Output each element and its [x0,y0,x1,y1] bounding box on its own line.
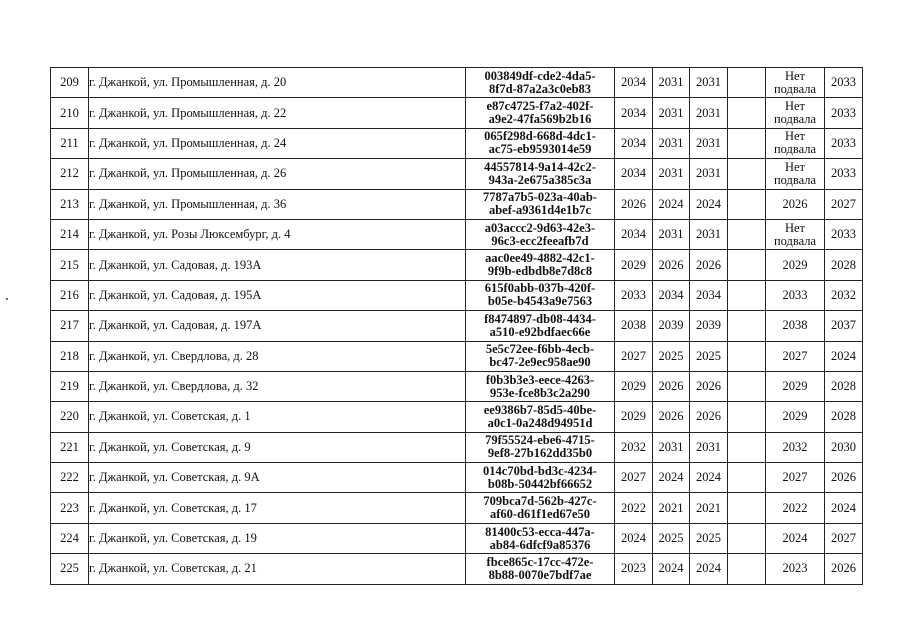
year-cell-4 [728,250,766,280]
basement-year-cell: 2032 [766,432,825,462]
year-cell-1: 2027 [615,341,653,371]
year-cell-3: 2021 [690,493,728,523]
year-cell-3: 2039 [690,311,728,341]
address-cell: г. Джанкой, ул. Промышленная, д. 20 [89,68,466,98]
table-row [51,371,863,401]
year-cell-2: 2026 [653,402,690,432]
year-cell-3: 2031 [690,159,728,189]
scan-artifact-dot [6,298,8,300]
address-cell: г. Джанкой, ул. Садовая, д. 197А [89,311,466,341]
basement-year-cell: Нет подвала [766,159,825,189]
address-cell: г. Джанкой, ул. Садовая, д. 193А [89,250,466,280]
object-id-line-1: 81400c53-ecca-447a- [485,524,595,539]
object-id-line-2: a510-e92bdfaec66e [489,324,591,339]
row-number-cell: 220 [51,402,89,432]
object-id-line-1: f8474897-db08-4434- [484,311,596,326]
object-id-cell [466,189,615,219]
object-id-cell [466,219,615,249]
year-cell-3: 2024 [690,463,728,493]
object-id-line-2: abef-a9361d4e1b7c [488,203,592,218]
basement-year-cell: 2038 [766,311,825,341]
year-cell-3: 2024 [690,189,728,219]
year-cell-6: 2026 [825,463,863,493]
year-cell-2: 2031 [653,159,690,189]
year-cell-4 [728,523,766,553]
year-cell-2: 2034 [653,280,690,310]
year-cell-2: 2024 [653,189,690,219]
year-cell-1: 2024 [615,523,653,553]
year-cell-1: 2029 [615,402,653,432]
housing-registry-table [50,67,863,585]
year-cell-2: 2025 [653,341,690,371]
table-row [51,554,863,584]
year-cell-4 [728,554,766,584]
row-number-cell: 223 [51,493,89,523]
year-cell-3: 2026 [690,371,728,401]
row-number-cell: 218 [51,341,89,371]
year-cell-2: 2024 [653,554,690,584]
table-row [51,250,863,280]
year-cell-6: 2037 [825,311,863,341]
basement-year-cell: 2027 [766,341,825,371]
object-id-line-1: e87c4725-f7a2-402f- [486,99,594,114]
object-id-line-2: bc47-2e9ec958ae90 [489,355,591,370]
year-cell-2: 2031 [653,432,690,462]
address-cell: г. Джанкой, ул. Свердлова, д. 28 [89,341,466,371]
table-row [51,280,863,310]
object-id-line-1: aac0ee49-4882-42c1- [485,251,595,266]
address-cell: г. Джанкой, ул. Советская, д. 1 [89,402,466,432]
year-cell-1: 2033 [615,280,653,310]
table-row [51,128,863,158]
year-cell-1: 2038 [615,311,653,341]
object-id-line-2: b08b-50442bf66652 [487,476,593,491]
row-number-cell: 212 [51,159,89,189]
object-id-line-1: 5e5c72ee-f6bb-4ecb- [485,342,595,357]
object-id-line-1: 065f298d-668d-4dc1- [484,129,596,144]
table-row [51,432,863,462]
year-cell-1: 2022 [615,493,653,523]
row-number-cell: 215 [51,250,89,280]
year-cell-4 [728,128,766,158]
year-cell-1: 2034 [615,159,653,189]
year-cell-6: 2033 [825,219,863,249]
year-cell-6: 2024 [825,341,863,371]
year-cell-4 [728,463,766,493]
year-cell-4 [728,219,766,249]
row-number-cell: 222 [51,463,89,493]
year-cell-3: 2031 [690,68,728,98]
year-cell-4 [728,68,766,98]
row-number-cell: 219 [51,371,89,401]
address-cell: г. Джанкой, ул. Советская, д. 17 [89,493,466,523]
year-cell-4 [728,402,766,432]
address-cell: г. Джанкой, ул. Советская, д. 9 [89,432,466,462]
year-cell-3: 2026 [690,250,728,280]
row-number-cell: 225 [51,554,89,584]
table-row [51,493,863,523]
object-id-line-2: b05e-b4543a9e7563 [487,294,593,309]
year-cell-4 [728,189,766,219]
object-id-cell [466,311,615,341]
year-cell-4 [728,341,766,371]
object-id-line-2: a9e2-47fa569b2b16 [488,112,592,127]
year-cell-3: 2034 [690,280,728,310]
table-row [51,402,863,432]
year-cell-2: 2021 [653,493,690,523]
table-row [51,98,863,128]
year-cell-6: 2024 [825,493,863,523]
year-cell-4 [728,371,766,401]
year-cell-6: 2032 [825,280,863,310]
year-cell-6: 2033 [825,159,863,189]
year-cell-6: 2028 [825,371,863,401]
year-cell-2: 2031 [653,219,690,249]
year-cell-2: 2031 [653,98,690,128]
basement-year-cell: 2029 [766,402,825,432]
year-cell-1: 2023 [615,554,653,584]
object-id-line-2: a0c1-0a248d94951d [487,415,593,430]
object-id-cell [466,402,615,432]
address-cell: г. Джанкой, ул. Промышленная, д. 36 [89,189,466,219]
object-id-cell [466,432,615,462]
object-id-line-2: 96c3-ecc2feeafb7d [491,233,589,248]
object-id-cell [466,554,615,584]
basement-year-cell: 2029 [766,250,825,280]
address-cell: г. Джанкой, ул. Советская, д. 9А [89,463,466,493]
object-id-cell [466,250,615,280]
table-row [51,311,863,341]
object-id-line-1: 003849df-cde2-4da5- [484,68,596,83]
basement-year-cell: Нет подвала [766,98,825,128]
address-cell: г. Джанкой, ул. Промышленная, д. 22 [89,98,466,128]
basement-year-cell: 2022 [766,493,825,523]
year-cell-1: 2034 [615,219,653,249]
year-cell-1: 2034 [615,68,653,98]
address-cell: г. Джанкой, ул. Садовая, д. 195А [89,280,466,310]
basement-year-cell: 2029 [766,371,825,401]
row-number-cell: 211 [51,128,89,158]
basement-year-cell: 2033 [766,280,825,310]
row-number-cell: 221 [51,432,89,462]
year-cell-3: 2031 [690,219,728,249]
object-id-line-1: ee9386b7-85d5-40be- [483,402,597,417]
object-id-line-1: 615f0abb-037b-420f- [484,281,596,296]
basement-year-cell: Нет подвала [766,68,825,98]
year-cell-4 [728,280,766,310]
object-id-line-2: 9f9b-edbdb8e7d8c8 [487,264,593,279]
year-cell-4 [728,432,766,462]
object-id-cell [466,463,615,493]
year-cell-2: 2031 [653,68,690,98]
object-id-line-1: 709bca7d-562b-427c- [483,494,597,509]
object-id-line-2: 9ef8-27b162dd35b0 [487,446,593,461]
object-id-cell [466,128,615,158]
table-row [51,463,863,493]
row-number-cell: 216 [51,280,89,310]
year-cell-4 [728,159,766,189]
object-id-line-2: ac75-eb9593014e59 [488,142,592,157]
table-row [51,68,863,98]
object-id-cell [466,523,615,553]
basement-year-cell: 2023 [766,554,825,584]
object-id-cell [466,493,615,523]
basement-year-cell: Нет подвала [766,128,825,158]
object-id-line-2: 8b88-0070e7bdf7ae [488,567,592,582]
year-cell-6: 2033 [825,98,863,128]
year-cell-2: 2024 [653,463,690,493]
object-id-line-2: af60-d61f1ed67e50 [490,507,590,522]
object-id-line-2: 8f7d-87a2a3c0eb83 [488,81,592,96]
year-cell-1: 2026 [615,189,653,219]
year-cell-6: 2027 [825,523,863,553]
row-number-cell: 214 [51,219,89,249]
basement-year-cell: 2026 [766,189,825,219]
table-row [51,219,863,249]
year-cell-6: 2033 [825,68,863,98]
year-cell-1: 2029 [615,371,653,401]
object-id-line-1: fbce865c-17cc-472e- [486,554,594,569]
object-id-cell [466,371,615,401]
table-row [51,523,863,553]
object-id-line-1: 79f55524-ebe6-4715- [485,433,595,448]
object-id-line-2: 953e-fce8b3c2a290 [490,385,590,400]
object-id-line-2: 943a-2e675a385c3a [488,172,592,187]
year-cell-4 [728,311,766,341]
table-row [51,341,863,371]
year-cell-6: 2028 [825,250,863,280]
object-id-line-1: 44557814-9a14-42c2- [484,159,596,174]
year-cell-6: 2033 [825,128,863,158]
year-cell-6: 2026 [825,554,863,584]
address-cell: г. Джанкой, ул. Промышленная, д. 26 [89,159,466,189]
year-cell-6: 2027 [825,189,863,219]
year-cell-2: 2025 [653,523,690,553]
table-body [51,68,863,585]
year-cell-1: 2027 [615,463,653,493]
year-cell-3: 2025 [690,341,728,371]
table-row [51,159,863,189]
address-cell: г. Джанкой, ул. Свердлова, д. 32 [89,371,466,401]
address-cell: г. Джанкой, ул. Советская, д. 21 [89,554,466,584]
row-number-cell: 224 [51,523,89,553]
year-cell-2: 2026 [653,250,690,280]
row-number-cell: 213 [51,189,89,219]
object-id-cell [466,159,615,189]
year-cell-6: 2030 [825,432,863,462]
object-id-cell [466,341,615,371]
year-cell-3: 2031 [690,128,728,158]
row-number-cell: 217 [51,311,89,341]
address-cell: г. Джанкой, ул. Советская, д. 19 [89,523,466,553]
year-cell-1: 2034 [615,128,653,158]
year-cell-3: 2031 [690,432,728,462]
year-cell-3: 2026 [690,402,728,432]
object-id-line-1: 7787a7b5-023a-40ab- [483,190,597,205]
year-cell-1: 2029 [615,250,653,280]
year-cell-4 [728,493,766,523]
object-id-cell [466,68,615,98]
basement-year-cell: Нет подвала [766,219,825,249]
year-cell-2: 2031 [653,128,690,158]
year-cell-1: 2032 [615,432,653,462]
table-row [51,189,863,219]
year-cell-3: 2024 [690,554,728,584]
object-id-line-1: a03accc2-9d63-42e3- [484,220,596,235]
object-id-cell [466,98,615,128]
row-number-cell: 210 [51,98,89,128]
basement-year-cell: 2027 [766,463,825,493]
row-number-cell: 209 [51,68,89,98]
object-id-line-1: f0b3b3e3-eece-4263- [485,372,595,387]
year-cell-4 [728,98,766,128]
year-cell-2: 2039 [653,311,690,341]
year-cell-6: 2028 [825,402,863,432]
object-id-line-2: ab84-6dfcf9a85376 [489,537,591,552]
address-cell: г. Джанкой, ул. Розы Люксембург, д. 4 [89,219,466,249]
year-cell-2: 2026 [653,371,690,401]
object-id-line-1: 014c70bd-bd3c-4234- [483,463,597,478]
object-id-cell [466,280,615,310]
year-cell-3: 2025 [690,523,728,553]
address-cell: г. Джанкой, ул. Промышленная, д. 24 [89,128,466,158]
basement-year-cell: 2024 [766,523,825,553]
year-cell-1: 2034 [615,98,653,128]
year-cell-3: 2031 [690,98,728,128]
